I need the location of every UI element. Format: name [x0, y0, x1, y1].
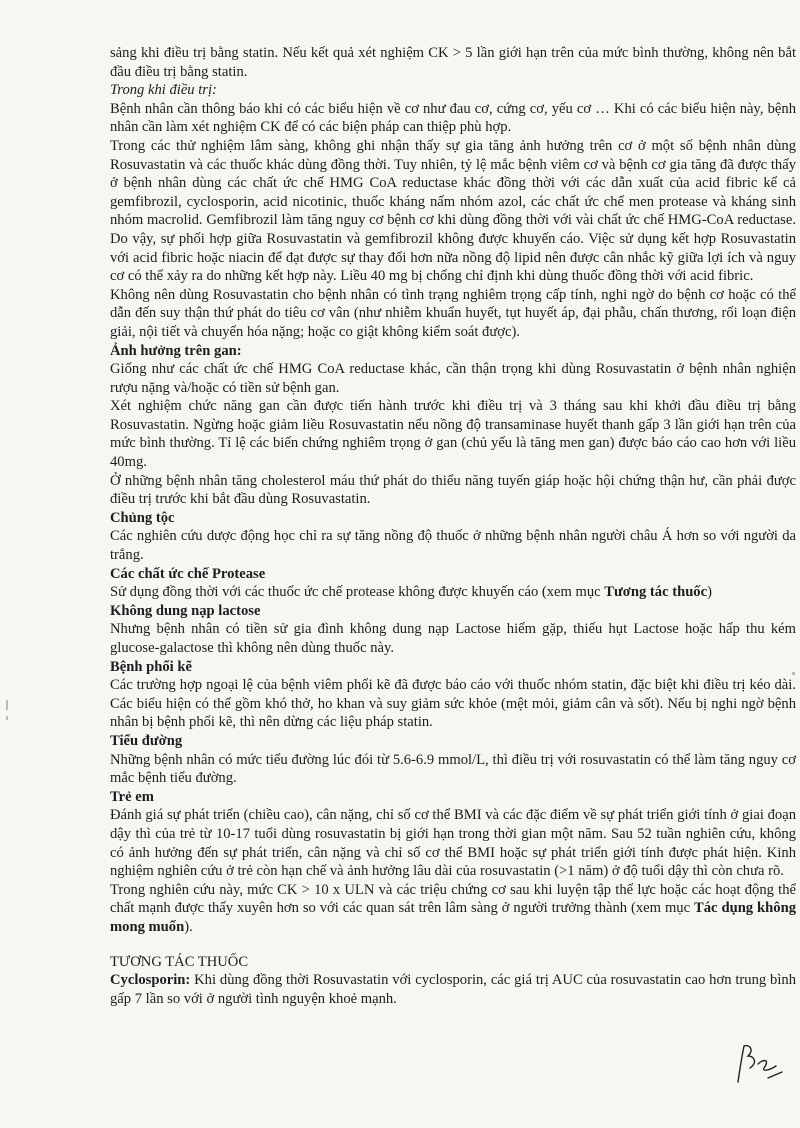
- document-page: [110, 44, 796, 1008]
- xref-adverse-effects: Tác dụng không mong muốn: [110, 900, 796, 935]
- paragraph-hypothyroidism: Ở những bệnh nhân tăng cholesterol máu thứ phát do thiểu năng tuyến giáp hoặc hội chứng thận hư, cần phải được điều trị trước khi bắt đầu dùng Rosuvastatin.: [110, 472, 796, 508]
- xref-drug-interactions: Tương tác thuốc: [604, 584, 708, 601]
- heading-protease-inhibitors: Các chất ức chế Protease: [110, 565, 266, 582]
- paragraph-acute-conditions: Không nên dùng Rosuvastatin cho bệnh nhân có tình trạng nghiêm trọng cấp tính, nghi ngờ do bệnh cơ hoặc có thể dẫn đến suy thận thứ phát do tiêu cơ vân (như nhiễm khuẩn huyết, tụt huyết áp, đại phẫu, chấn thương, rối loạn điện giải, nội tiết và chuyển hóa nặng; hoặc co giật không kiểm soát được).: [110, 286, 796, 340]
- heading-interstitial-lung-disease: Bệnh phổi kẽ: [110, 658, 192, 675]
- heading-drug-interactions: TƯƠNG TÁC THUỐC: [110, 953, 249, 970]
- heading-lactose-intolerance: Không dung nạp lactose: [110, 602, 261, 619]
- paragraph-clinical-trials: Trong các thử nghiệm lâm sàng, không ghi nhận thấy sự gia tăng ảnh hưởng trên cơ ở một số bệnh nhân dùng Rosuvastatin và các thuốc khác dùng đồng thời. Tuy nhiên, tỷ lệ mắc bệnh viêm cơ và bệnh cơ gia tăng đã được thấy ở bệnh nhân dùng các chất ức chế HMG CoA reductase khác đồng thời với các dẫn xuất của acid fibric kể cả gemfibrozil, cyclosporin, acid nicotinic, thuốc kháng nấm nhóm azol, các chất ức chế men protease và kháng sinh nhóm macrolid. Gemfibrozil làm tăng nguy cơ bệnh cơ khi dùng đồng thời với vài chất ức chế HMG-CoA reductase. Do vậy, sự phối hợp giữa Rosuvastatin và gemfibrozil không được khuyến cáo. Việc sử dụng kết hợp Rosuvastatin với acid fibric hoặc niacin để đạt được sự thay đổi hơn nữa nồng độ lipid nên được cân nhắc kỹ giữa lợi ích và nguy cơ có thể xảy ra do những kết hợp này. Liều 40 mg bị chống chỉ định khi dùng thuốc đồng thời với acid fibric.: [110, 137, 796, 285]
- subheading-during-treatment: Trong khi điều trị:: [110, 82, 217, 99]
- paragraph-ck-before-treatment: sảng khi điều trị bằng statin. Nếu kết quả xét nghiệm CK > 5 lần giới hạn trên của mức bình thường, không nên bắt đầu điều trị bằng statin.: [110, 45, 796, 80]
- edge-mark: [6, 716, 8, 720]
- paragraph-protease: Sử dụng đồng thời với các thuốc ức chế protease không được khuyến cáo (xem mục Tương tác thuốc): [110, 584, 712, 601]
- paragraph-liver-caution: Giống như các chất ức chế HMG CoA reductase khác, cần thận trọng khi dùng Rosuvastatin ở bệnh nhân nghiện rượu nặng và/hoặc có tiền sử bệnh gan.: [110, 361, 796, 396]
- paragraph-muscle-symptoms: Bệnh nhân cần thông báo khi có các biểu hiện về cơ như đau cơ, cứng cơ, yếu cơ … Khi có các biểu hiện này, bệnh nhân cần làm xét nghiệm CK để có các biện pháp can thiệp phù hợp.: [110, 100, 796, 136]
- paragraph-cyclosporin: Cyclosporin: Khi dùng đồng thời Rosuvastatin với cyclosporin, các giá trị AUC của rosuvastatin cao hơn trung bình gấp 7 lần so với ở người tình nguyện khoẻ mạnh.: [110, 972, 796, 1007]
- paragraph-race: Các nghiên cứu dược động học chỉ ra sự tăng nồng độ thuốc ở những bệnh nhân người châu Á hơn so với người da trắng.: [110, 528, 796, 564]
- heading-race: Chủng tộc: [110, 509, 175, 526]
- paragraph-diabetes: Những bệnh nhân có mức tiểu đường lúc đói từ 5.6-6.9 mmol/L, thì điều trị với rosuvastatin có thể làm tăng nguy cơ mắc bệnh tiểu đường.: [110, 751, 796, 787]
- paragraph-lactose: Nhưng bệnh nhân có tiền sử gia đình không dung nạp Lactose hiếm gặp, thiếu hụt Lactose hoặc hấp thu kém glucose-galactose thì không nên dùng thuốc này.: [110, 621, 796, 656]
- paragraph-lung: Các trường hợp ngoại lệ của bệnh viêm phổi kẽ đã được báo cáo với thuốc nhóm statin, đặc biệt khi điều trị kéo dài. Các biểu hiện có thể gồm khó thở, ho khan và suy giảm sức khỏe (mệt mỏi, giảm cân và sốt). Nếu bị nghi ngờ bệnh nhân bị bệnh phổi kẽ, thì nên dừng các liệu pháp statin.: [110, 677, 796, 731]
- paragraph-children-ck: Trong nghiên cứu này, mức CK > 10 x ULN và các triệu chứng cơ sau khi luyện tập thể lực hoặc các hoạt động thể chất mạnh được thấy xuyên hơn so với các quan sát trên lâm sàng ở người trưởng thành (xem mục Tác dụng không mong muốn).: [110, 881, 796, 935]
- paragraph-liver-tests: Xét nghiệm chức năng gan cần được tiến hành trước khi điều trị và 3 tháng sau khi khởi đầu điều trị bằng Rosuvastatin. Ngừng hoặc giảm liều Rosuvastatin nếu nồng độ transaminase huyết thanh gấp 3 lần giới hạn trên của mức bình thường. Tỉ lệ các biến chứng nghiêm trọng ở gan (chủ yếu là tăng men gan) được báo cáo cao hơn với liều 40mg.: [110, 398, 796, 471]
- edge-mark: [792, 672, 795, 675]
- heading-diabetes: Tiểu đường: [110, 732, 183, 749]
- label-cyclosporin: Cyclosporin:: [110, 972, 191, 989]
- heading-children: Trẻ em: [110, 788, 154, 805]
- heading-liver-effects: Ảnh hưởng trên gan:: [110, 342, 242, 359]
- signature-initials: [724, 1038, 784, 1088]
- edge-mark: [6, 700, 8, 710]
- paragraph-children-growth: Đánh giá sự phát triển (chiều cao), cân nặng, chỉ số cơ thể BMI và các đặc điểm về sự phát triển giới tính ở giai đoạn dậy thì của trẻ từ 10-17 tuổi dùng rosuvastatin bị giới hạn trong thời gian một năm. Sau 52 tuần nghiên cứu, không có ảnh hưởng đến sự phát triển, cân nặng và chỉ số cơ thể BMI hoặc sự phát triển giới tính được phát hiện. Kinh nghiệm nghiên cứu ở trẻ còn hạn chế và ảnh hưởng lâu dài của rosuvastatin (>1 năm) ở độ tuổi dậy thì còn chưa rõ.: [110, 807, 796, 880]
